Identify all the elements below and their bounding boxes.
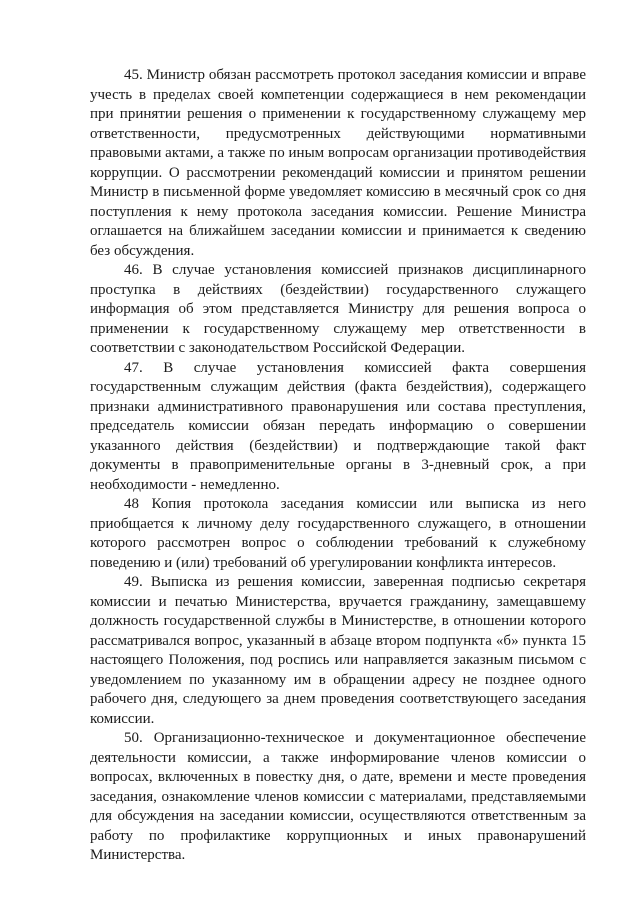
paragraph-49: 49. Выписка из решения комиссии, заверенная подписью секретаря комиссии и печатью Министерства, вручается гражданину, замещавшему должность государственной службы в Министерстве, в отношении которого рассматривался вопрос, указанный в абзаце втором подпункта «б» пункта 15 настоящего Положения, под роспись или направляется заказным письмом с уведомлением по указанному им в обращении адресу не позднее одного рабочего дня, следующего за днем проведения соответствующего заседания комиссии. (90, 574, 586, 727)
paragraph-50: 50. Организационно-техническое и документационное обеспечение деятельности комиссии, а также информирование членов комиссии о вопросах, включенных в повестку дня, о дате, времени и месте проведения заседания, ознакомление членов комиссии с материалами, представляемыми для обсуждения на заседании комиссии, осуществляются ответственным за работу по профилактике коррупционных и иных правонарушений Министерства. (90, 730, 586, 863)
paragraph-45: 45. Министр обязан рассмотреть протокол заседания комиссии и вправе учесть в пределах своей компетенции содержащиеся в нем рекомендации при принятии решения о применении к государственному служащему мер ответственности, предусмотренных действующими нормативными правовыми актами, а также по иным вопросам организации противодействия коррупции. О рассмотрении рекомендаций комиссии и принятом решении Министр в письменной форме уведомляет комиссию в месячный срок со дня поступления к нему протокола заседания комиссии. Решение Министра оглашается на ближайшем заседании комиссии и принимается к сведению без обсуждения. (90, 67, 586, 259)
paragraph-46: 46. В случае установления комиссией признаков дисциплинарного проступка в действиях (бездействии) государственного служащего информация об этом представляется Министру для решения вопроса о применении к государственному служащему мер ответственности в соответствии с законодательством Российской Федерации. (90, 262, 586, 356)
paragraph-47: 47. В случае установления комиссией факта совершения государственным служащим действия (факта бездействия), содержащего признаки административного правонарушения или состава преступления, председатель комиссии обязан передать информацию о совершении указанного действия (бездействии) и подтверждающие такой факт документы в правоприменительные органы в 3-дневный срок, а при необходимости - немедленно. (90, 359, 586, 493)
paragraph-48: 48 Копия протокола заседания комиссии или выписка из него приобщается к личному делу государственного служащего, в отношении которого рассмотрен вопрос о соблюдении требований к служебному поведению и (или) требований об урегулировании конфликта интересов. (90, 496, 586, 571)
document-page (90, 66, 586, 866)
